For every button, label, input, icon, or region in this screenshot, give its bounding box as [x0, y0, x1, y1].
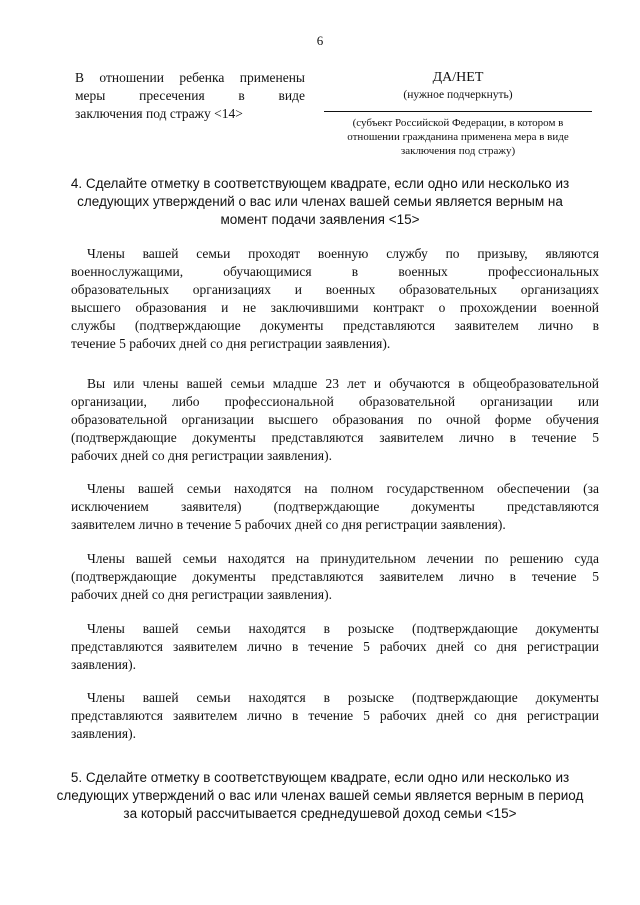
statement-state-support[interactable]	[71, 480, 599, 534]
detention-line: В отношении ребенка применены	[75, 70, 305, 85]
statement-students-under-23[interactable]	[71, 375, 599, 465]
statement-line: образовательной организации высшего образования по очной форме обучения	[71, 412, 599, 427]
detention-answer	[318, 69, 598, 158]
statement-line: Члены вашей семьи находятся на полном государственном обеспечении (за	[87, 481, 599, 496]
statement-line: (подтверждающие документы представляются заявителем лично в течение 5	[71, 430, 599, 445]
statement-line: высшего образования и не заключившими контракт о прохождении военной	[71, 300, 599, 315]
page-number: 6	[316, 33, 324, 48]
statement-line: Вы или члены вашей семьи младше 23 лет и обучаются в общеобразовательной	[87, 376, 599, 391]
heading-line: момент подачи заявления <15>	[220, 212, 420, 227]
statement-line: службы (подтверждающие документы представляются заявителем лично в	[71, 318, 599, 333]
statement-line: рабочих дней со дня регистрации заявления).	[71, 448, 332, 463]
statement-line: рабочих дней со дня регистрации заявления).	[71, 587, 332, 602]
statement-line: заявления).	[71, 657, 136, 672]
statement-compulsory-treatment[interactable]	[71, 550, 599, 604]
heading-line: следующих утверждений о вас или членах вашей семьи является верным в период	[56, 788, 584, 803]
statement-line: образовательных организациях и военных образовательных организациях	[71, 282, 599, 297]
statement-line: Члены вашей семьи проходят военную службу по призыву, являются	[87, 246, 599, 261]
region-caption-line: (субъект Российской Федерации, в котором в	[352, 117, 564, 129]
region-input-line[interactable]	[324, 111, 592, 112]
region-caption	[318, 116, 598, 158]
heading-line: 5. Сделайте отметку в соответствующем квадрате, если одно или несколько из	[70, 770, 570, 785]
detention-line: меры пресечения в виде	[75, 88, 305, 103]
statement-line: течение 5 рабочих дней со дня регистрации заявления).	[71, 336, 391, 351]
statement-military-service[interactable]	[71, 245, 599, 353]
heading-line: следующих утверждений о вас или членах вашей семьи является верным на	[77, 194, 563, 209]
statement-line: заявления).	[71, 726, 136, 741]
statement-line: исключением заявителя) (подтверждающие документы представляются	[71, 499, 599, 514]
section-4-heading	[40, 175, 600, 229]
statement-line: Члены вашей семьи находятся в розыске (подтверждающие документы	[87, 621, 599, 636]
statement-line: представляются заявителем лично в течение 5 рабочих дней со дня регистрации	[71, 639, 599, 654]
region-caption-line: отношении гражданина применена мера в виде	[347, 131, 569, 143]
section-5-heading	[40, 769, 600, 823]
statement-line: представляются заявителем лично в течение 5 рабочих дней со дня регистрации	[71, 708, 599, 723]
heading-line: 4. Сделайте отметку в соответствующем квадрате, если одно или несколько из	[70, 176, 570, 191]
region-caption-line: заключения под стражу)	[400, 145, 516, 157]
detention-question	[75, 69, 305, 123]
statement-line: (подтверждающие документы представляются заявителем лично в течение 5	[71, 569, 599, 584]
statement-line: Члены вашей семьи находятся на принудительном лечении по решению суда	[87, 551, 599, 566]
statement-wanted-2[interactable]	[71, 689, 599, 743]
statement-line: организации, либо профессиональной образовательной организации или	[71, 394, 599, 409]
underline-hint: (нужное подчеркнуть)	[403, 89, 513, 101]
detention-line: заключения под стражу <14>	[75, 106, 243, 121]
statement-line: военнослужащими, обучающимися в военных профессиональных	[71, 264, 599, 279]
statement-line: Члены вашей семьи находятся в розыске (подтверждающие документы	[87, 690, 599, 705]
statement-line: заявителем лично в течение 5 рабочих дней со дня регистрации заявления).	[71, 517, 506, 532]
yes-no-choice[interactable]: ДА/НЕТ	[432, 70, 484, 85]
heading-line: за который рассчитывается среднедушевой доход семьи <15>	[123, 806, 517, 821]
statement-wanted-1[interactable]	[71, 620, 599, 674]
